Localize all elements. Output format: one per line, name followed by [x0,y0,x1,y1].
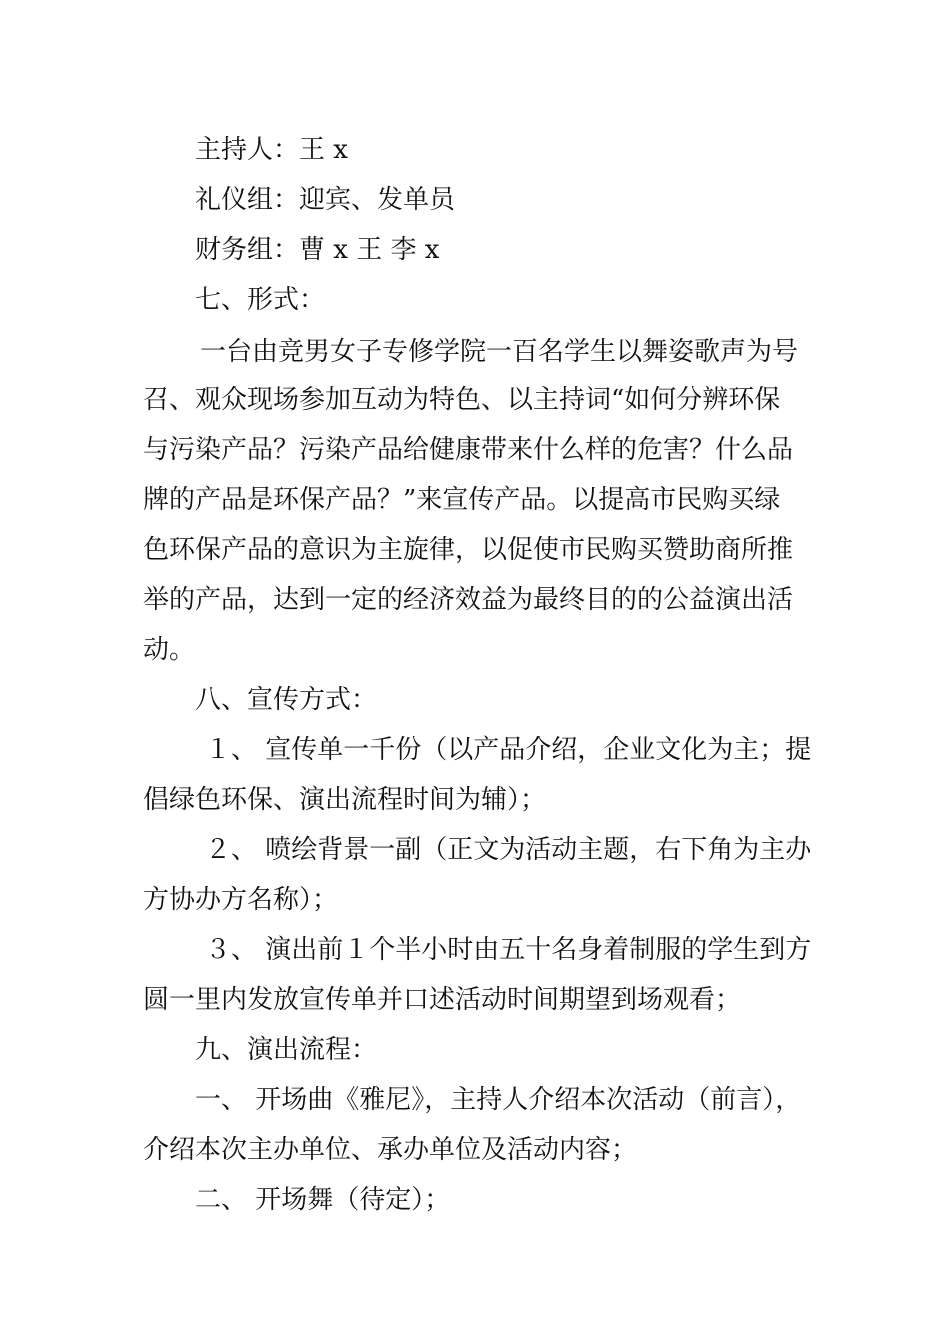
finance-group-line: 财务组：曹 x 王 李 x [195,235,440,265]
promotion-item-1-cont: 倡绿色环保、演出流程时间为辅）； [143,785,547,815]
form-paragraph-line: 召、观众现场参加互动为特色、以主持词“如何分辨环保 [143,385,781,415]
section-heading-promotion: 八、宣传方式： [195,685,378,715]
promotion-item-1: １、 宣传单一千份（以产品介绍，企业文化为主；提 [205,735,812,765]
program-item-1: 一、 开场曲《雅尼》，主持人介绍本次活动（前言）， [195,1085,802,1115]
program-item-1-cont: 介绍本次主办单位、承办单位及活动内容； [143,1135,638,1165]
form-paragraph-line: 一台由竞男女子专修学院一百名学生以舞姿歌声为号 [200,337,799,367]
form-paragraph-line: 举的产品，达到一定的经济效益为最终目的的公益演出活 [143,585,794,615]
section-heading-form: 七、形式： [195,285,326,315]
promotion-item-3: ３、 演出前１个半小时由五十名身着制服的学生到方 [205,935,812,965]
promotion-item-2: ２、 喷绘背景一副（正文为活动主题，右下角为主办 [205,835,812,865]
section-heading-program: 九、演出流程： [195,1035,378,1065]
form-paragraph-line: 动。 [143,635,196,665]
form-paragraph-line: 牌的产品是环保产品？”来宣传产品。以提高市民购买绿 [143,485,781,515]
program-item-2: 二、 开场舞（待定）； [195,1185,451,1215]
host-line: 主持人：王 x [195,135,348,165]
etiquette-group-line: 礼仪组：迎宾、发单员 [195,185,456,215]
promotion-item-2-cont: 方协办方名称）； [143,885,339,915]
form-paragraph-line: 色环保产品的意识为主旋律，以促使市民购买赞助商所推 [143,535,794,565]
promotion-item-3-cont: 圆一里内发放宣传单并口述活动时间期望到场观看； [143,985,742,1015]
form-paragraph-line: 与污染产品？污染产品给健康带来什么样的危害？什么品 [143,435,794,465]
